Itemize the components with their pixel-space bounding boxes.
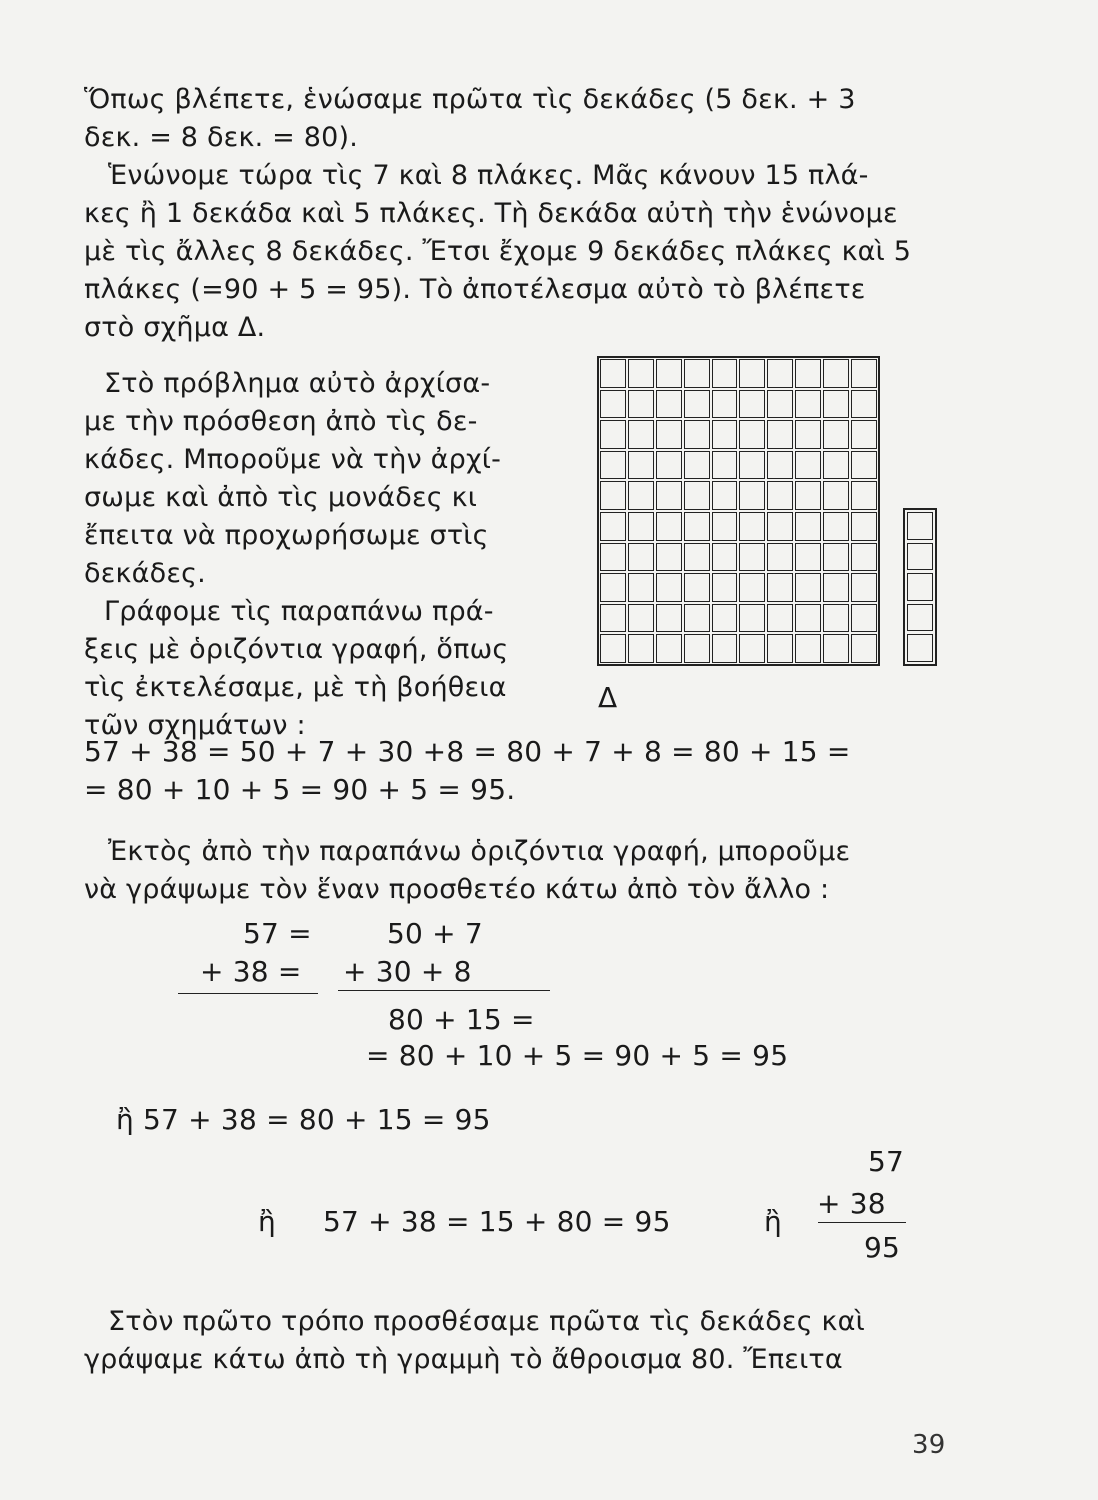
grid-cell [684, 481, 710, 510]
grid-cell [600, 573, 626, 602]
column-sum-line [818, 1222, 906, 1223]
grid-cell [767, 481, 793, 510]
unit-cell [907, 512, 933, 540]
equation-line: = 80 + 10 + 5 = 90 + 5 = 95. [84, 773, 516, 806]
text-line: τῶν σχημάτων : [84, 710, 306, 741]
hundreds-grid-figure [597, 356, 880, 666]
grid-cell [628, 634, 654, 663]
grid-cell [600, 359, 626, 388]
text-line: ἔπειτα νὰ προχωρήσωμε στὶς [84, 520, 489, 551]
grid-cell [767, 634, 793, 663]
grid-cell [739, 420, 765, 449]
grid-cell [739, 481, 765, 510]
text-line: στὸ σχῆμα Δ. [84, 312, 266, 343]
grid-cell [851, 420, 877, 449]
grid-cell [739, 390, 765, 419]
grid-cell [739, 573, 765, 602]
grid-cell [712, 512, 738, 541]
alt3-prefix: ἢ [764, 1205, 782, 1238]
grid-cell [628, 573, 654, 602]
grid-cell [739, 604, 765, 633]
grid-cell [795, 512, 821, 541]
grid-cell [767, 573, 793, 602]
grid-cell [795, 634, 821, 663]
text-line: Γράφομε τὶς παραπάνω πρά- [104, 596, 494, 627]
text-line: δεκάδες. [84, 558, 206, 589]
grid-cell [684, 359, 710, 388]
grid-cell [823, 634, 849, 663]
grid-cell [739, 543, 765, 572]
grid-cell [684, 543, 710, 572]
vsum-row3: 80 + 15 = [388, 1003, 535, 1036]
grid-cell [739, 451, 765, 480]
grid-cell [851, 390, 877, 419]
grid-cell [851, 573, 877, 602]
grid-cell [795, 420, 821, 449]
grid-cell [712, 543, 738, 572]
grid-cell [600, 634, 626, 663]
grid-cell [712, 359, 738, 388]
grid-cell [600, 420, 626, 449]
grid-cell [684, 634, 710, 663]
alternative-equation: ἢ 57 + 38 = 80 + 15 = 95 [116, 1103, 491, 1136]
grid-cell [823, 390, 849, 419]
grid-cell [739, 512, 765, 541]
grid-cell [656, 359, 682, 388]
unit-cell [907, 604, 933, 632]
equation-line: 57 + 38 = 50 + 7 + 30 +8 = 80 + 7 + 8 = 80 + 15 = [84, 735, 851, 768]
grid-cell [656, 420, 682, 449]
grid-cell [767, 543, 793, 572]
grid-cell [851, 512, 877, 541]
alt2-prefix: ἢ [258, 1205, 276, 1238]
grid-cell [600, 481, 626, 510]
column-top: 57 [868, 1145, 905, 1178]
grid-cell [795, 481, 821, 510]
unit-cell [907, 543, 933, 571]
text-line: μὲ τὶς ἄλλες 8 δεκάδες. Ἔτσι ἔχομε 9 δεκάδες πλάκες καὶ 5 [84, 236, 912, 267]
grid-cell [767, 451, 793, 480]
text-line: Στὸ πρόβλημα αὐτὸ ἀρχίσα- [104, 368, 491, 399]
grid-cell [656, 573, 682, 602]
grid-cell [712, 573, 738, 602]
grid-cell [712, 420, 738, 449]
grid-cell [823, 420, 849, 449]
text-line: Ὅπως βλέπετε, ἑνώσαμε πρῶτα τὶς δεκάδες (5 δεκ. + 3 [84, 84, 856, 115]
grid-cell [823, 359, 849, 388]
grid-cell [684, 420, 710, 449]
grid-cell [628, 359, 654, 388]
grid-cell [823, 573, 849, 602]
grid-cell [712, 451, 738, 480]
alternative-equation: 57 + 38 = 15 + 80 = 95 [323, 1205, 671, 1238]
grid-cell [851, 543, 877, 572]
grid-cell [739, 634, 765, 663]
grid-cell [600, 512, 626, 541]
grid-cell [600, 390, 626, 419]
text-line: με τὴν πρόσθεση ἀπὸ τὶς δε- [84, 406, 478, 437]
grid-cell [628, 451, 654, 480]
figure-label: Δ [598, 681, 618, 714]
grid-cell [823, 604, 849, 633]
text-line: νὰ γράψωμε τὸν ἕναν προσθετέο κάτω ἀπὸ τὸν ἄλλο : [84, 874, 830, 905]
grid-cell [823, 481, 849, 510]
sum-line-right [338, 990, 550, 991]
grid-cell [656, 512, 682, 541]
grid-cell [712, 481, 738, 510]
grid-cell [767, 604, 793, 633]
unit-cell [907, 573, 933, 601]
vsum-row2-left: + 38 = [200, 955, 302, 988]
grid-cell [767, 390, 793, 419]
grid-cell [628, 420, 654, 449]
text-line: γράψαμε κάτω ἀπὸ τὴ γραμμὴ τὸ ἄθροισμα 80. Ἔπειτα [84, 1344, 843, 1375]
grid-cell [600, 604, 626, 633]
vsum-row1-right: 50 + 7 [387, 917, 483, 950]
grid-cell [795, 451, 821, 480]
grid-cell [851, 604, 877, 633]
unit-cell [907, 634, 933, 662]
grid-cell [600, 543, 626, 572]
text-line: Ἑνώνομε τώρα τὶς 7 καὶ 8 πλάκες. Μᾶς κάνουν 15 πλά- [108, 160, 869, 191]
grid-cell [600, 451, 626, 480]
grid-cell [656, 604, 682, 633]
grid-cell [656, 543, 682, 572]
grid-cell [851, 634, 877, 663]
column-result: 95 [864, 1231, 901, 1264]
text-line: δεκ. = 8 δεκ. = 80). [84, 122, 359, 153]
grid-cell [851, 451, 877, 480]
grid-cell [628, 512, 654, 541]
grid-cell [767, 512, 793, 541]
grid-cell [684, 604, 710, 633]
grid-cell [684, 573, 710, 602]
grid-cell [795, 390, 821, 419]
grid-cell [628, 481, 654, 510]
text-line: κάδες. Μποροῦμε νὰ τὴν ἀρχί- [84, 444, 502, 475]
grid-cell [795, 573, 821, 602]
text-line: Ἐκτὸς ἀπὸ τὴν παραπάνω ὁριζόντια γραφή, μποροῦμε [108, 836, 851, 867]
grid-cell [628, 604, 654, 633]
grid-cell [795, 359, 821, 388]
grid-cell [656, 390, 682, 419]
grid-cell [739, 359, 765, 388]
grid-cell [823, 543, 849, 572]
text-line: σωμε καὶ ἀπὸ τὶς μονάδες κι [84, 482, 478, 513]
grid-cell [656, 481, 682, 510]
grid-cell [712, 390, 738, 419]
text-line: κες ἢ 1 δεκάδα καὶ 5 πλάκες. Τὴ δεκάδα αὐτὴ τὴν ἑνώνομε [84, 198, 898, 229]
page-number: 39 [912, 1430, 946, 1460]
grid-cell [656, 634, 682, 663]
grid-cell [823, 451, 849, 480]
units-column-figure [903, 508, 937, 666]
vsum-row2-right: + 30 + 8 [343, 955, 472, 988]
vsum-row1-left: 57 = [243, 917, 312, 950]
text-line: τὶς ἐκτελέσαμε, μὲ τὴ βοήθεια [84, 672, 507, 703]
grid-cell [823, 512, 849, 541]
grid-cell [712, 604, 738, 633]
grid-cell [851, 481, 877, 510]
grid-cell [851, 359, 877, 388]
grid-cell [628, 543, 654, 572]
grid-cell [628, 390, 654, 419]
grid-cell [656, 451, 682, 480]
grid-cell [684, 451, 710, 480]
grid-cell [767, 420, 793, 449]
grid-cell [684, 390, 710, 419]
text-line: πλάκες (=90 + 5 = 95). Τὸ ἀποτέλεσμα αὐτὸ τὸ βλέπετε [84, 274, 866, 305]
vsum-row4: = 80 + 10 + 5 = 90 + 5 = 95 [366, 1039, 789, 1072]
grid-cell [795, 543, 821, 572]
grid-cell [767, 359, 793, 388]
text-line: Στὸν πρῶτο τρόπο προσθέσαμε πρῶτα τὶς δεκάδες καὶ [108, 1306, 866, 1337]
sum-line-left [178, 993, 318, 994]
grid-cell [712, 634, 738, 663]
text-line: ξεις μὲ ὁριζόντια γραφή, ὅπως [84, 634, 509, 665]
column-mid: + 38 [817, 1187, 886, 1220]
grid-cell [795, 604, 821, 633]
grid-cell [684, 512, 710, 541]
